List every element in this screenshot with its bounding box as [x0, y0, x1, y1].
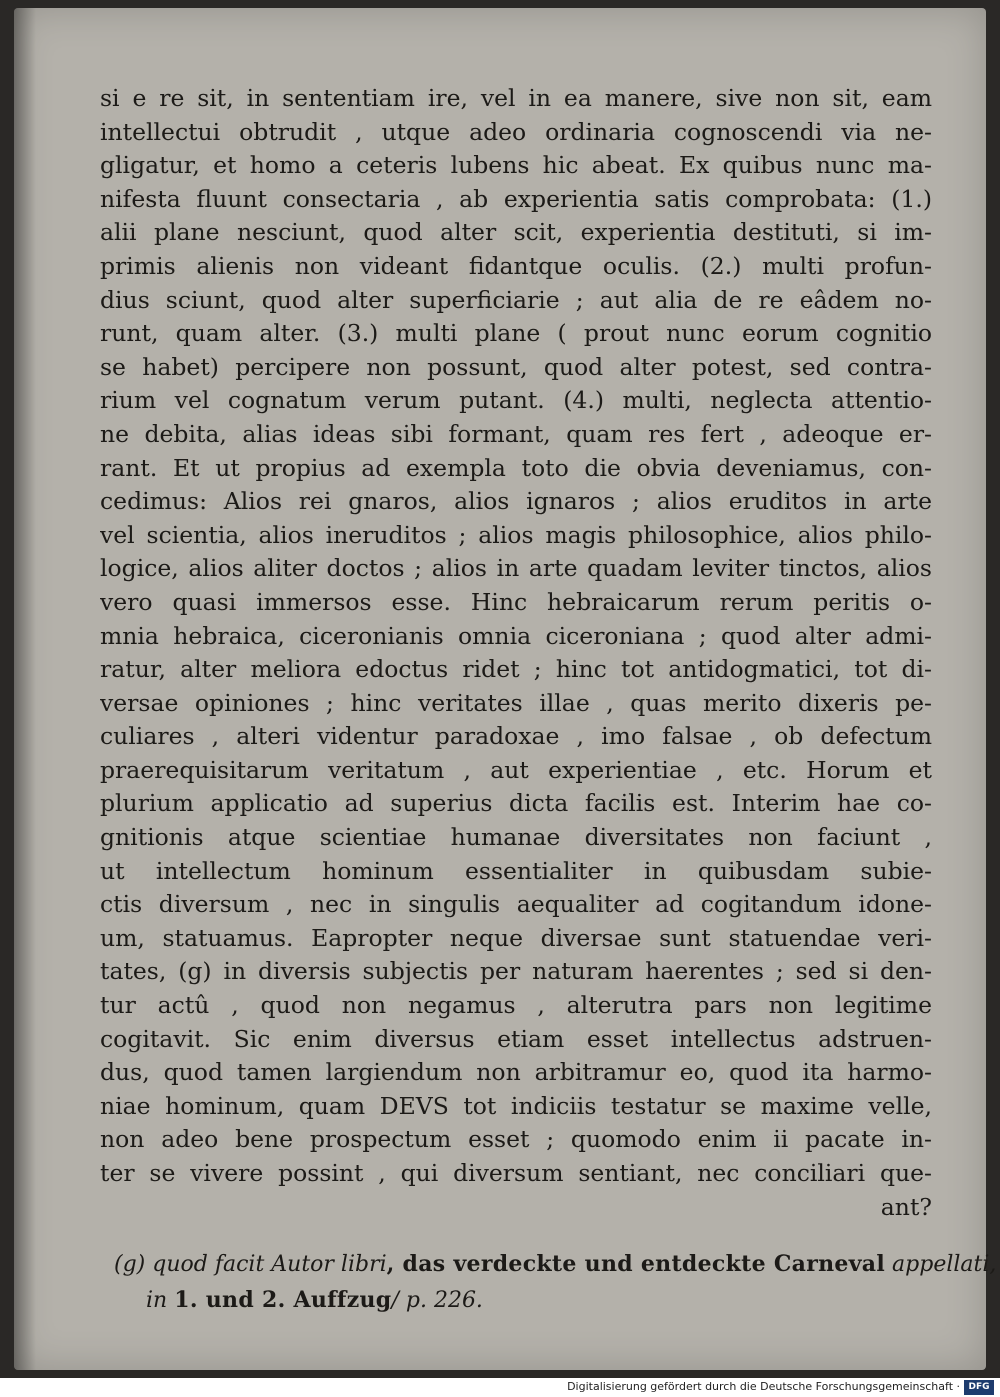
footnote-italic-1: quod facit Autor libri: [152, 1252, 387, 1277]
footnote-marker: (g): [114, 1252, 146, 1277]
text-line: alii plane nesciunt, quod alter scit, experientia destituti, si im-: [100, 218, 932, 247]
text-line: tur actû , quod non negamus , alterutra pars non legitime: [100, 991, 932, 1020]
text-line: dus, quod tamen largiendum non arbitramur eo, quod ita harmo-: [100, 1058, 932, 1087]
text-line: praerequisitarum veritatum , aut experientiae , etc. Horum et: [100, 755, 932, 784]
text-line: niae hominum, quam DEVS tot indiciis testatur se maxime velle,: [100, 1091, 932, 1120]
text-line: runt, quam alter. (3.) multi plane ( prout nunc eorum cognitio: [100, 319, 932, 348]
text-line: ctis diversum , nec in singulis aequaliter ad cogitandum idone-: [100, 890, 932, 919]
footnote-italic-2: appellati,: [892, 1252, 997, 1277]
text-line: cogitavit. Sic enim diversus etiam esset intellectus adstruen-: [100, 1024, 932, 1053]
text-line: cedimus: Alios rei gnaros, alios ignaros ; alios eruditos in arte: [100, 487, 932, 516]
text-line: ratur, alter meliora edoctus ridet ; hinc tot antidogmatici, tot di-: [100, 655, 932, 684]
footnote-line-1: [114, 1246, 997, 1282]
digitization-footer: [0, 1378, 1000, 1397]
text-line: mnia hebraica, ciceronianis omnia ciceroniana ; quod alter admi-: [100, 621, 932, 650]
text-line: rant. Et ut propius ad exempla toto die obvia deveniamus, con-: [100, 453, 932, 482]
text-line: plurium applicatio ad superius dicta facilis est. Interim hae co-: [100, 789, 932, 818]
text-line: non adeo bene prospectum esset ; quomodo enim ii pacate in-: [100, 1125, 932, 1154]
text-line: tates, (g) in diversis subjectis per naturam haerentes ; sed si den-: [100, 957, 932, 986]
text-line: vel scientia, alios ineruditos ; alios magis philosophice, alios philo-: [100, 520, 932, 549]
footnote-italic-4: / p. 226.: [391, 1288, 483, 1313]
text-line: vero quasi immersos esse. Hinc hebraicarum rerum peritis o-: [100, 587, 932, 616]
text-line: nifesta fluunt consectaria , ab experientia satis comprobata: (1.): [100, 184, 932, 213]
text-line: gligatur, et homo a ceteris lubens hic abeat. Ex quibus nunc ma-: [100, 151, 932, 180]
text-line: dius sciunt, quod alter superficiarie ; aut alia de re eâdem no-: [100, 285, 932, 314]
text-line: ut intellectum hominum essentialiter in quibusdam subie-: [100, 856, 932, 885]
text-line: gnitionis atque scientiae humanae diversitates non faciunt ,: [100, 823, 932, 852]
text-line: intellectui obtrudit , utque adeo ordinaria cognoscendi via ne-: [100, 117, 932, 146]
book-page: [14, 8, 997, 1370]
footnote-italic-3: in: [146, 1288, 168, 1313]
text-line: ne debita, alias ideas sibi formant, quam res fert , adeoque er-: [100, 419, 932, 448]
funding-credit: Digitalisierung gefördert durch die Deutsche Forschungsgemeinschaft ·: [567, 1380, 960, 1393]
text-line: um, statuamus. Eapropter neque diversae sunt statuendae veri-: [100, 923, 932, 952]
footnote: [114, 1246, 997, 1318]
text-line: primis alienis non videant fidantque oculis. (2.) multi profun-: [100, 251, 932, 280]
text-line: se habet) percipere non possunt, quod alter potest, sed contra-: [100, 352, 932, 381]
body-text: [100, 82, 932, 1224]
footnote-fraktur-2: 1. und 2. Auffzug: [174, 1287, 392, 1313]
text-line: versae opiniones ; hinc veritates illae , quas merito dixeris pe-: [100, 688, 932, 717]
text-line: ant?: [880, 1192, 932, 1221]
dfg-logo: DFG: [964, 1380, 994, 1395]
text-line: logice, alios aliter doctos ; alios in arte quadam leviter tinctos, alios: [100, 554, 932, 583]
footnote-fraktur-1: , das verdeckte und entdeckte Carneval: [386, 1251, 886, 1277]
text-line: rium vel cognatum verum putant. (4.) multi, neglecta attentio-: [100, 386, 932, 415]
text-line: si e re sit, in sententiam ire, vel in ea manere, sive non sit, eam: [100, 84, 932, 112]
footnote-line-2: [114, 1282, 944, 1318]
text-line: culiares , alteri videntur paradoxae , imo falsae , ob defectum: [100, 722, 932, 751]
text-line: ter se vivere possint , qui diversum sentiant, nec conciliari que-: [100, 1159, 932, 1187]
